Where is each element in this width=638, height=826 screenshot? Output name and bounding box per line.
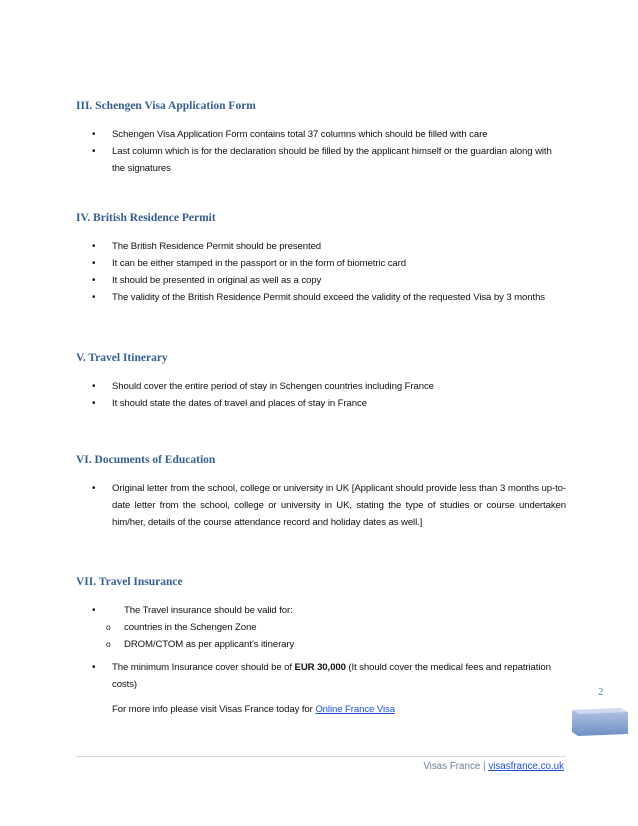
page-tab-shape-icon (570, 706, 630, 738)
footer-separator: | (480, 761, 489, 772)
sub-bullet-list (106, 619, 566, 653)
section-schengen-form (76, 100, 566, 177)
footer-website-link[interactable]: visasfrance.co.uk (488, 761, 564, 772)
list-item: • It should state the dates of travel and places of stay in France (92, 395, 566, 412)
more-info-paragraph (112, 701, 566, 718)
section-travel-insurance (76, 576, 566, 718)
list-item: • It should be presented in original as well as a copy (92, 272, 566, 289)
footer (423, 761, 564, 772)
bullet-list (76, 602, 566, 718)
section-heading: III. Schengen Visa Application Form (76, 100, 256, 112)
insurance-cover-text: The minimum Insurance cover should be of (112, 662, 295, 673)
list-item: • Schengen Visa Application Form contains total 37 columns which should be filled with care (92, 126, 566, 143)
section-residence-permit (76, 212, 566, 306)
list-item: • Should cover the entire period of stay in Schengen countries including France (92, 378, 566, 395)
online-france-visa-link[interactable]: Online France Visa (315, 704, 395, 715)
bullet-list (76, 378, 566, 412)
list-item (92, 659, 566, 718)
section-travel-itinerary (76, 352, 566, 412)
list-item: • It can be either stamped in the passport or in the form of biometric card (92, 255, 566, 272)
sub-list-item: o countries in the Schengen Zone (106, 619, 566, 636)
section-heading: VI. Documents of Education (76, 454, 216, 466)
section-heading: IV. British Residence Permit (76, 212, 216, 224)
insurance-intro: The Travel insurance should be valid for: (124, 605, 293, 616)
bullet-list (76, 238, 566, 306)
list-item: • Last column which is for the declaration should be filled by the applicant himself or the guardian along with the signatures (92, 143, 566, 177)
list-item: • The British Residence Permit should be presented (92, 238, 566, 255)
section-heading: V. Travel Itinerary (76, 352, 168, 364)
footer-brand: Visas France (423, 761, 481, 772)
more-info-text: For more info please visit Visas France today for (112, 704, 316, 715)
bullet-list (76, 480, 566, 531)
insurance-cover-note: (It should cover the medical fees and repatriation costs) (112, 662, 551, 690)
list-item: • Original letter from the school, college or university in UK [Applicant should provide less than 3 months up-to-date letter from the school, college or university in UK, stating the type of studies or course undertaken him/her, details of the course attendance record and holiday dates as well.] (92, 480, 566, 531)
insurance-amount: EUR 30,000 (294, 662, 346, 673)
list-item (92, 602, 566, 653)
footer-divider (76, 756, 566, 757)
sub-list-item: o DROM/CTOM as per applicant’s itinerary (106, 636, 566, 653)
bullet-list (76, 126, 566, 177)
section-heading: VII. Travel Insurance (76, 576, 183, 588)
section-education-documents (76, 454, 566, 531)
list-item: • The validity of the British Residence Permit should exceed the validity of the requested Visa by 3 months (92, 289, 566, 306)
page-number: 2 (598, 686, 604, 698)
